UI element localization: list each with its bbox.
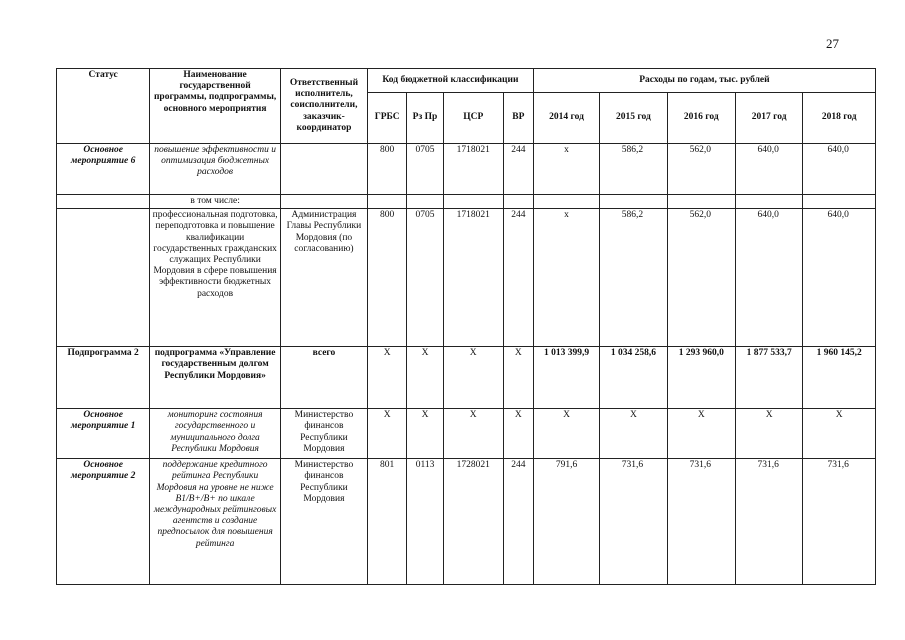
cell-csr: 1718021 — [443, 144, 503, 195]
cell-name: подпрограмма «Управление государственным долгом Республики Мордовия» — [150, 347, 281, 409]
cell-responsible — [280, 195, 367, 209]
cell-2015: 731,6 — [600, 459, 667, 585]
cell-grbs: 800 — [367, 209, 406, 347]
cell-grbs: Х — [367, 347, 406, 409]
cell-name: мониторинг состояния государственного и муниципального долга Республики Мордовия — [150, 409, 281, 459]
header-name: Наименование государственной программы, подпрограммы, основного мероприятия — [150, 69, 281, 144]
cell-2016: 1 293 960,0 — [667, 347, 735, 409]
cell-grbs — [367, 195, 406, 209]
header-expense-group: Расходы по годам, тыс. рублей — [533, 69, 875, 93]
header-2016: 2016 год — [667, 93, 735, 144]
cell-responsible — [280, 144, 367, 195]
cell-status — [57, 209, 150, 347]
header-status: Статус — [57, 69, 150, 144]
header-grbs: ГРБС — [367, 93, 406, 144]
header-responsible: Ответственный исполнитель, соисполнители, заказчик-координатор — [280, 69, 367, 144]
cell-rzpr: Х — [407, 409, 443, 459]
table-row — [57, 459, 876, 585]
cell-2018 — [803, 195, 876, 209]
cell-2014: Х — [533, 409, 599, 459]
cell-2017: 640,0 — [735, 209, 802, 347]
cell-name: повышение эффективности и оптимизация бюджетных расходов — [150, 144, 281, 195]
cell-rzpr — [407, 195, 443, 209]
cell-vr — [503, 195, 533, 209]
cell-vr: 244 — [503, 209, 533, 347]
table-row — [57, 144, 876, 195]
table-row — [57, 195, 876, 209]
cell-csr: 1728021 — [443, 459, 503, 585]
cell-2018: 731,6 — [803, 459, 876, 585]
cell-status: Основное мероприятие 1 — [57, 409, 150, 459]
cell-responsible: Министерство финансов Республики Мордовия — [280, 459, 367, 585]
cell-vr: Х — [503, 409, 533, 459]
table-row — [57, 209, 876, 347]
cell-2017: 640,0 — [735, 144, 802, 195]
cell-csr: Х — [443, 409, 503, 459]
header-2014: 2014 год — [533, 93, 599, 144]
cell-2018: Х — [803, 409, 876, 459]
budget-table — [56, 68, 876, 585]
cell-2014: х — [533, 209, 599, 347]
cell-2017 — [735, 195, 802, 209]
cell-2018: 640,0 — [803, 144, 876, 195]
cell-status: Подпрограмма 2 — [57, 347, 150, 409]
cell-2014 — [533, 195, 599, 209]
cell-2014: 791,6 — [533, 459, 599, 585]
cell-csr: 1718021 — [443, 209, 503, 347]
cell-2015: 1 034 258,6 — [600, 347, 667, 409]
cell-grbs: 801 — [367, 459, 406, 585]
header-2017: 2017 год — [735, 93, 802, 144]
cell-name: поддержание кредитного рейтинга Республики Мордовия на уровне не ниже В1/В+/В+ по шкале международных рейтинговых агентств и создание предпосылок для повышения рейтинга — [150, 459, 281, 585]
cell-vr: Х — [503, 347, 533, 409]
cell-rzpr: 0705 — [407, 209, 443, 347]
cell-2015 — [600, 195, 667, 209]
table-row — [57, 347, 876, 409]
cell-grbs: 800 — [367, 144, 406, 195]
cell-csr — [443, 195, 503, 209]
cell-vr: 244 — [503, 459, 533, 585]
cell-responsible: Администрация Главы Республики Мордовия (по согласованию) — [280, 209, 367, 347]
cell-2014: х — [533, 144, 599, 195]
cell-rzpr: 0113 — [407, 459, 443, 585]
cell-2016: 562,0 — [667, 144, 735, 195]
cell-rzpr: Х — [407, 347, 443, 409]
cell-status: Основное мероприятие 6 — [57, 144, 150, 195]
header-vr: ВР — [503, 93, 533, 144]
cell-2015: 586,2 — [600, 144, 667, 195]
cell-2017: 1 877 533,7 — [735, 347, 802, 409]
cell-status: Основное мероприятие 2 — [57, 459, 150, 585]
cell-2018: 1 960 145,2 — [803, 347, 876, 409]
cell-2016: 562,0 — [667, 209, 735, 347]
cell-2016: Х — [667, 409, 735, 459]
header-rzpr: Рз Пр — [407, 93, 443, 144]
header-row-1 — [57, 69, 876, 93]
cell-csr: Х — [443, 347, 503, 409]
cell-rzpr: 0705 — [407, 144, 443, 195]
cell-2017: 731,6 — [735, 459, 802, 585]
cell-2015: Х — [600, 409, 667, 459]
cell-2016: 731,6 — [667, 459, 735, 585]
cell-2016 — [667, 195, 735, 209]
cell-2015: 586,2 — [600, 209, 667, 347]
header-csr: ЦСР — [443, 93, 503, 144]
cell-2014: 1 013 399,9 — [533, 347, 599, 409]
cell-2018: 640,0 — [803, 209, 876, 347]
table-row — [57, 409, 876, 459]
cell-responsible: Министерство финансов Республики Мордовия — [280, 409, 367, 459]
cell-responsible: всего — [280, 347, 367, 409]
header-code-group: Код бюджетной классификации — [367, 69, 533, 93]
cell-grbs: Х — [367, 409, 406, 459]
cell-name: профессиональная подготовка, переподготовка и повышение квалификации государственных гражданских служащих Республики Мордовия в сфере повышения эффективности бюджетных расходов — [150, 209, 281, 347]
cell-2017: Х — [735, 409, 802, 459]
cell-name: в том числе: — [150, 195, 281, 209]
cell-vr: 244 — [503, 144, 533, 195]
header-2018: 2018 год — [803, 93, 876, 144]
cell-status — [57, 195, 150, 209]
header-2015: 2015 год — [600, 93, 667, 144]
page-number: 27 — [826, 36, 839, 51]
